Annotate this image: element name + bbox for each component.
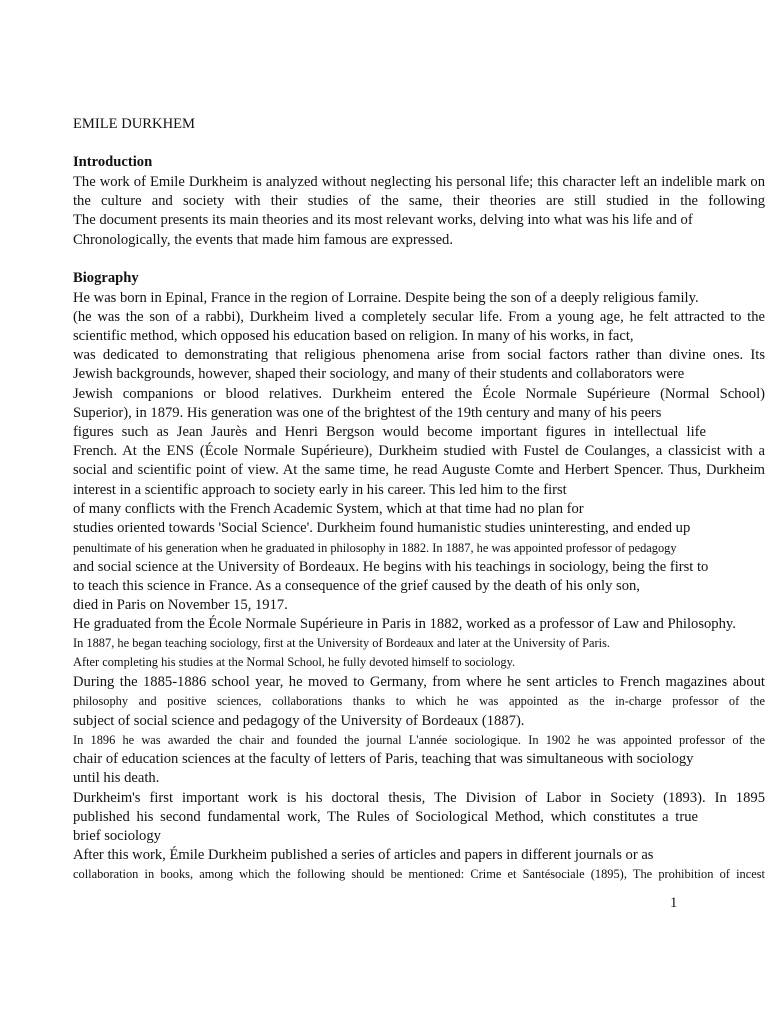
- bio-line: Superior), in 1879. His generation was one of the brightest of the 19th century and many of his peers: [73, 405, 662, 421]
- bio-line: During the 1885-1886 school year, he moved to Germany, from where he sent articles to French magazines about: [73, 674, 765, 690]
- page-number: 1: [670, 895, 678, 911]
- bio-line: (he was the son of a rabbi), Durkheim lived a completely secular life. From a young age, he felt attracted to the: [73, 309, 765, 325]
- bio-line: chair of education sciences at the faculty of letters of Paris, teaching that was simultaneous with sociology: [73, 751, 694, 767]
- bio-line: until his death.: [73, 770, 160, 786]
- intro-line: the culture and society with their studies of the same, their theories are still studied in the following: [73, 193, 765, 209]
- bio-line: Jewish companions or blood relatives. Durkheim entered the École Normale Supérieure (Normal School): [73, 386, 765, 402]
- document-title: EMILE DURKHEM: [73, 116, 196, 132]
- bio-line: In 1887, he began teaching sociology, first at the University of Bordeaux and later at the University of Paris.: [73, 636, 611, 650]
- bio-line: In 1896 he was awarded the chair and founded the journal L'année sociologique. In 1902 he was appointed professor of the: [73, 733, 765, 747]
- bio-line: figures such as Jean Jaurès and Henri Bergson would become important figures in intellectual life: [73, 424, 706, 440]
- bio-line: subject of social science and pedagogy of the University of Bordeaux (1887).: [73, 713, 525, 729]
- introduction-heading: Introduction: [73, 154, 153, 170]
- bio-line: and social science at the University of Bordeaux. He begins with his teachings in sociology, being the first to: [73, 559, 709, 575]
- bio-line: Durkheim's first important work is his doctoral thesis, The Division of Labor in Society (1893). In 1895: [73, 790, 765, 806]
- bio-line: was dedicated to demonstrating that religious phenomena arise from social factors rather than divine ones. Its: [73, 347, 765, 363]
- intro-line: The document presents its main theories and its most relevant works, delving into what was his life and of: [73, 212, 693, 228]
- bio-line: collaboration in books, among which the following should be mentioned: Crime et Santésociale (1895), The prohibition of incest: [73, 867, 765, 881]
- bio-line: brief sociology: [73, 828, 161, 844]
- bio-line: of many conflicts with the French Academic System, which at that time had no plan for: [73, 501, 584, 517]
- bio-line: social and scientific point of view. At the same time, he read Auguste Comte and Herbert Spencer. Thus, Durkheim: [73, 462, 765, 478]
- bio-line: philosophy and positive sciences, collaborations thanks to which he was appointed as the in-charge professor of the: [73, 694, 765, 708]
- bio-line: scientific method, which opposed his education based on religion. In many of his works, in fact,: [73, 328, 634, 344]
- bio-line: After this work, Émile Durkheim published a series of articles and papers in different journals or as: [73, 847, 654, 863]
- bio-line: After completing his studies at the Normal School, he fully devoted himself to sociology.: [73, 655, 516, 669]
- bio-line: penultimate of his generation when he graduated in philosophy in 1882. In 1887, he was appointed professor of pedagogy: [73, 541, 677, 555]
- bio-line: published his second fundamental work, The Rules of Sociological Method, which constitutes a true: [73, 809, 698, 825]
- bio-line: died in Paris on November 15, 1917.: [73, 597, 288, 613]
- bio-line: interest in a scientific approach to society early in his career. This led him to the first: [73, 482, 567, 498]
- bio-line: studies oriented towards 'Social Science'. Durkheim found humanistic studies uninteresting, and ended up: [73, 520, 691, 536]
- intro-line: Chronologically, the events that made him famous are expressed.: [73, 232, 454, 248]
- bio-line: Jewish backgrounds, however, shaped their sociology, and many of their students and collaborators were: [73, 366, 685, 382]
- intro-line: The work of Emile Durkheim is analyzed without neglecting his personal life; this character left an indelible mark on: [73, 174, 765, 190]
- bio-line: He was born in Epinal, France in the region of Lorraine. Despite being the son of a deeply religious family.: [73, 290, 699, 306]
- bio-line: to teach this science in France. As a consequence of the grief caused by the death of his only son,: [73, 578, 640, 594]
- biography-heading: Biography: [73, 270, 139, 286]
- bio-line: He graduated from the École Normale Supérieure in Paris in 1882, worked as a professor of Law and Philosophy.: [73, 616, 736, 632]
- bio-line: French. At the ENS (École Normale Supérieure), Durkheim studied with Fustel de Coulanges, a classicist with a: [73, 443, 765, 459]
